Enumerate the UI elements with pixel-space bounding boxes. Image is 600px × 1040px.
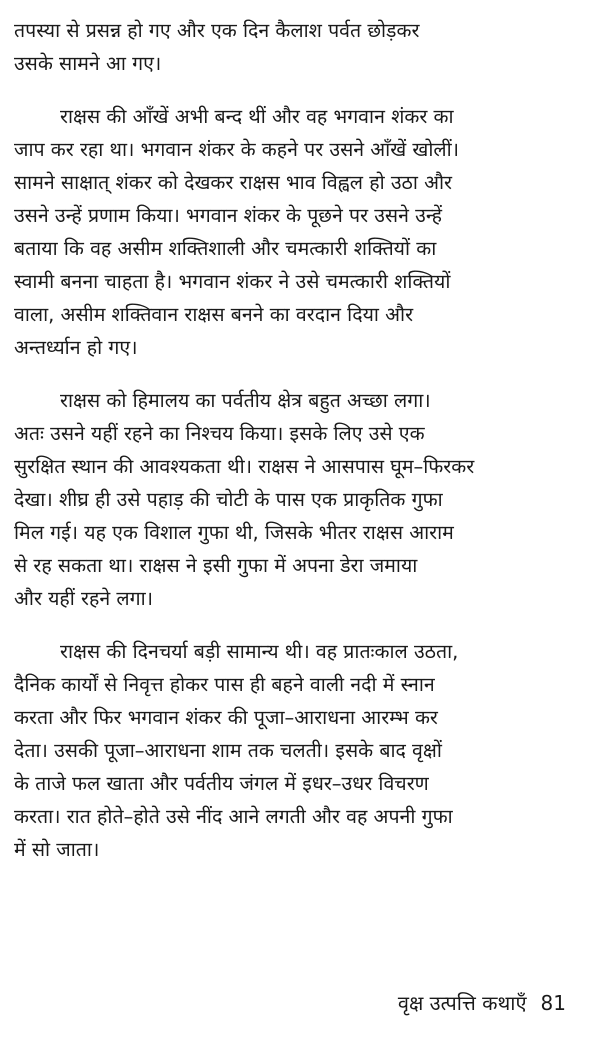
text-line: तपस्या से प्रसन्न हो गए और एक दिन कैलाश पर्वत छोड़कर xyxy=(14,19,420,42)
paragraph-3 xyxy=(14,384,586,615)
text-line: बताया कि वह असीम शक्तिशाली और चमत्कारी शक्तियों का xyxy=(14,237,437,260)
book-title: वृक्ष उत्पत्ति कथाएँ xyxy=(397,991,527,1015)
text-line: सामने साक्षात् शंकर को देखकर राक्षस भाव विह्वल हो उठा और xyxy=(14,171,453,194)
paragraph-4 xyxy=(14,635,586,866)
text-line: सुरक्षित स्थान की आवश्यकता थी। राक्षस ने आसपास घूम–फिरकर xyxy=(14,455,475,478)
page-footer xyxy=(398,990,566,1016)
text-line: अतः उसने यहीं रहने का निश्चय किया। इसके लिए उसे एक xyxy=(14,422,425,445)
text-line: अन्तर्ध्यान हो गए। xyxy=(14,336,138,359)
text-line: से रह सकता था। राक्षस ने इसी गुफा में अपना डेरा जमाया xyxy=(14,554,418,577)
text-line: उसके सामने आ गए। xyxy=(14,52,162,75)
text-line: के ताजे फल खाता और पर्वतीय जंगल में इधर–उधर विचरण xyxy=(14,772,429,795)
text-line: स्वामी बनना चाहता है। भगवान शंकर ने उसे चमत्कारी शक्तियों xyxy=(14,270,451,293)
paragraph-2 xyxy=(14,100,586,364)
text-line: दैनिक कार्यों से निवृत्त होकर पास ही बहने वाली नदी में स्नान xyxy=(14,673,435,696)
text-line: देखा। शीघ्र ही उसे पहाड़ की चोटी के पास एक प्राकृतिक गुफा xyxy=(14,488,443,511)
paragraph-1 xyxy=(14,14,586,80)
text-line: जाप कर रहा था। भगवान शंकर के कहने पर उसने आँखें खोलीं। xyxy=(14,138,460,161)
text-line: देता। उसकी पूजा–आराधना शाम तक चलती। इसके बाद वृक्षों xyxy=(14,739,442,762)
text-line: करता और फिर भगवान शंकर की पूजा–आराधना आरम्भ कर xyxy=(14,706,438,729)
text-line: उसने उन्हें प्रणाम किया। भगवान शंकर के पूछने पर उसने उन्हें xyxy=(14,204,443,227)
text-line: मिल गई। यह एक विशाल गुफा थी, जिसके भीतर राक्षस आराम xyxy=(14,521,454,544)
text-line: करता। रात होते–होते उसे नींद आने लगती और वह अपनी गुफा xyxy=(14,805,453,828)
text-line: और यहीं रहने लगा। xyxy=(14,587,154,610)
text-line: वाला, असीम शक्तिवान राक्षस बनने का वरदान दिया और xyxy=(14,303,414,326)
text-line: राक्षस की दिनचर्या बड़ी सामान्य थी। वह प्रातःकाल उठता, xyxy=(60,640,459,663)
text-line: राक्षस की आँखें अभी बन्द थीं और वह भगवान शंकर का xyxy=(60,105,454,128)
page-body xyxy=(14,14,586,886)
page-number: 81 xyxy=(540,991,566,1015)
text-line: राक्षस को हिमालय का पर्वतीय क्षेत्र बहुत अच्छा लगा। xyxy=(60,389,431,412)
text-line: में सो जाता। xyxy=(14,838,100,861)
